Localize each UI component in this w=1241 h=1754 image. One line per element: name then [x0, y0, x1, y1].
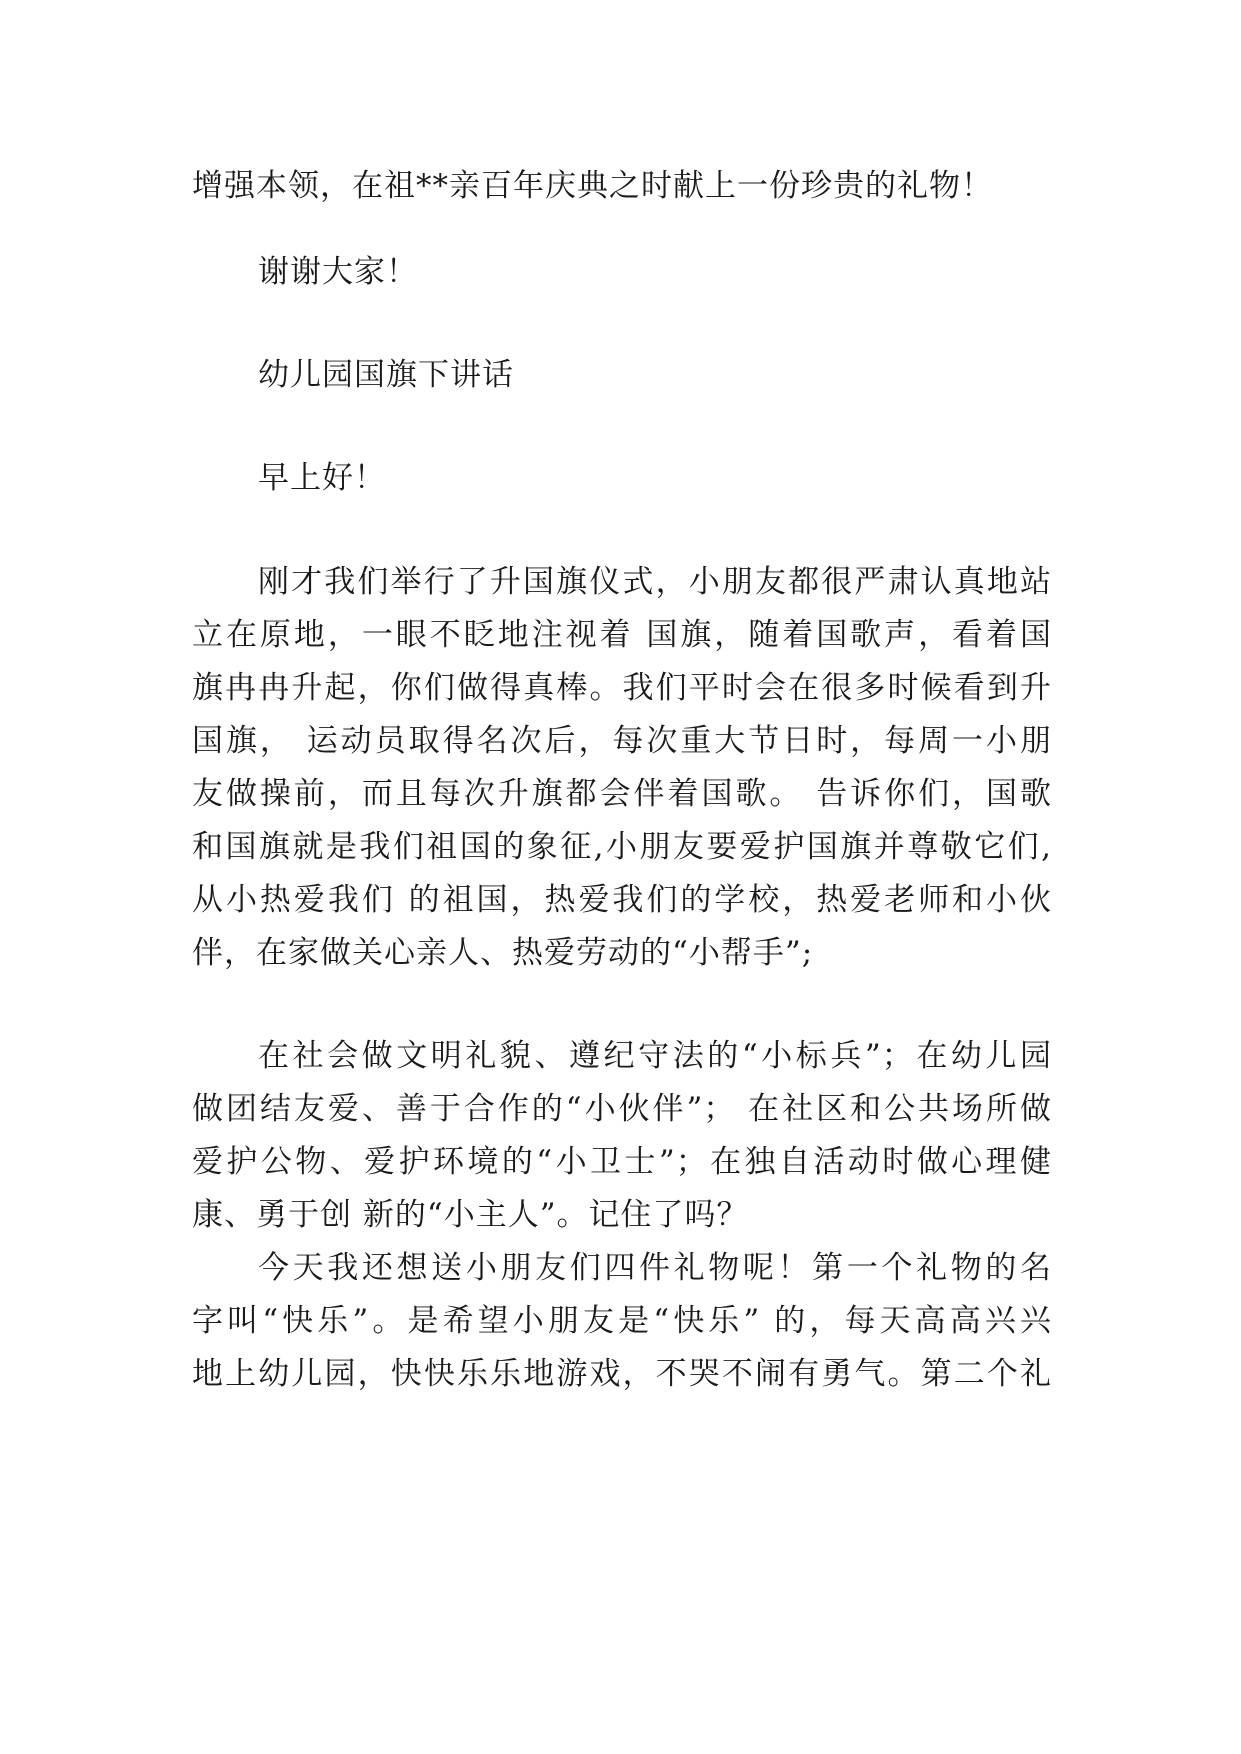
- text-line: 国旗， 运动员取得名次后，每次重大节日时，每周一小朋: [192, 723, 1052, 759]
- section-title: 幼儿园国旗下讲话: [258, 357, 514, 393]
- text-line: 今天我还想送小朋友们四件礼物呢！第一个礼物的名: [258, 1250, 1052, 1286]
- text-line: 立在原地，一眼不眨地注视着 国旗，随着国歌声，看着国: [192, 617, 1052, 653]
- text-line: 增强本领，在祖**亲百年庆典之时献上一份珍贵的礼物！: [192, 168, 993, 204]
- text-line: 字叫“快乐”。是希望小朋友是“快乐” 的，每天高高兴兴: [192, 1303, 1052, 1339]
- text-line: 刚才我们举行了升国旗仪式，小朋友都很严肃认真地站: [258, 564, 1052, 600]
- text-line: 旗冉冉升起，你们做得真棒。我们平时会在很多时候看到升: [192, 670, 1052, 706]
- text-line: 地上幼儿园，快快乐乐地游戏，不哭不闹有勇气。第二个礼: [192, 1356, 1052, 1392]
- text-line: 在社会做文明礼貌、遵纪守法的“小标兵”；在幼儿园: [258, 1038, 1052, 1074]
- text-line: 康、勇于创 新的“小主人”。记住了吗？: [192, 1197, 749, 1233]
- text-line: 早上好！: [258, 460, 386, 496]
- text-line: 友做操前，而且每次升旗都会伴着国歌。 告诉你们，国歌: [192, 776, 1052, 812]
- text-line: 谢谢大家！: [258, 254, 418, 290]
- text-line: 伴，在家做关心亲人、热爱劳动的“小帮手”;: [192, 935, 814, 971]
- text-line: 做团结友爱、善于合作的“小伙伴”； 在社区和公共场所做: [192, 1091, 1052, 1127]
- text-line: 爱护公物、爱护环境的“小卫士”；在独自活动时做心理健: [192, 1144, 1052, 1180]
- text-line: 和国旗就是我们祖国的象征,小朋友要爱护国旗并尊敬它们,: [192, 829, 1052, 865]
- text-line: 从小热爱我们 的祖国，热爱我们的学校，热爱老师和小伙: [192, 882, 1052, 918]
